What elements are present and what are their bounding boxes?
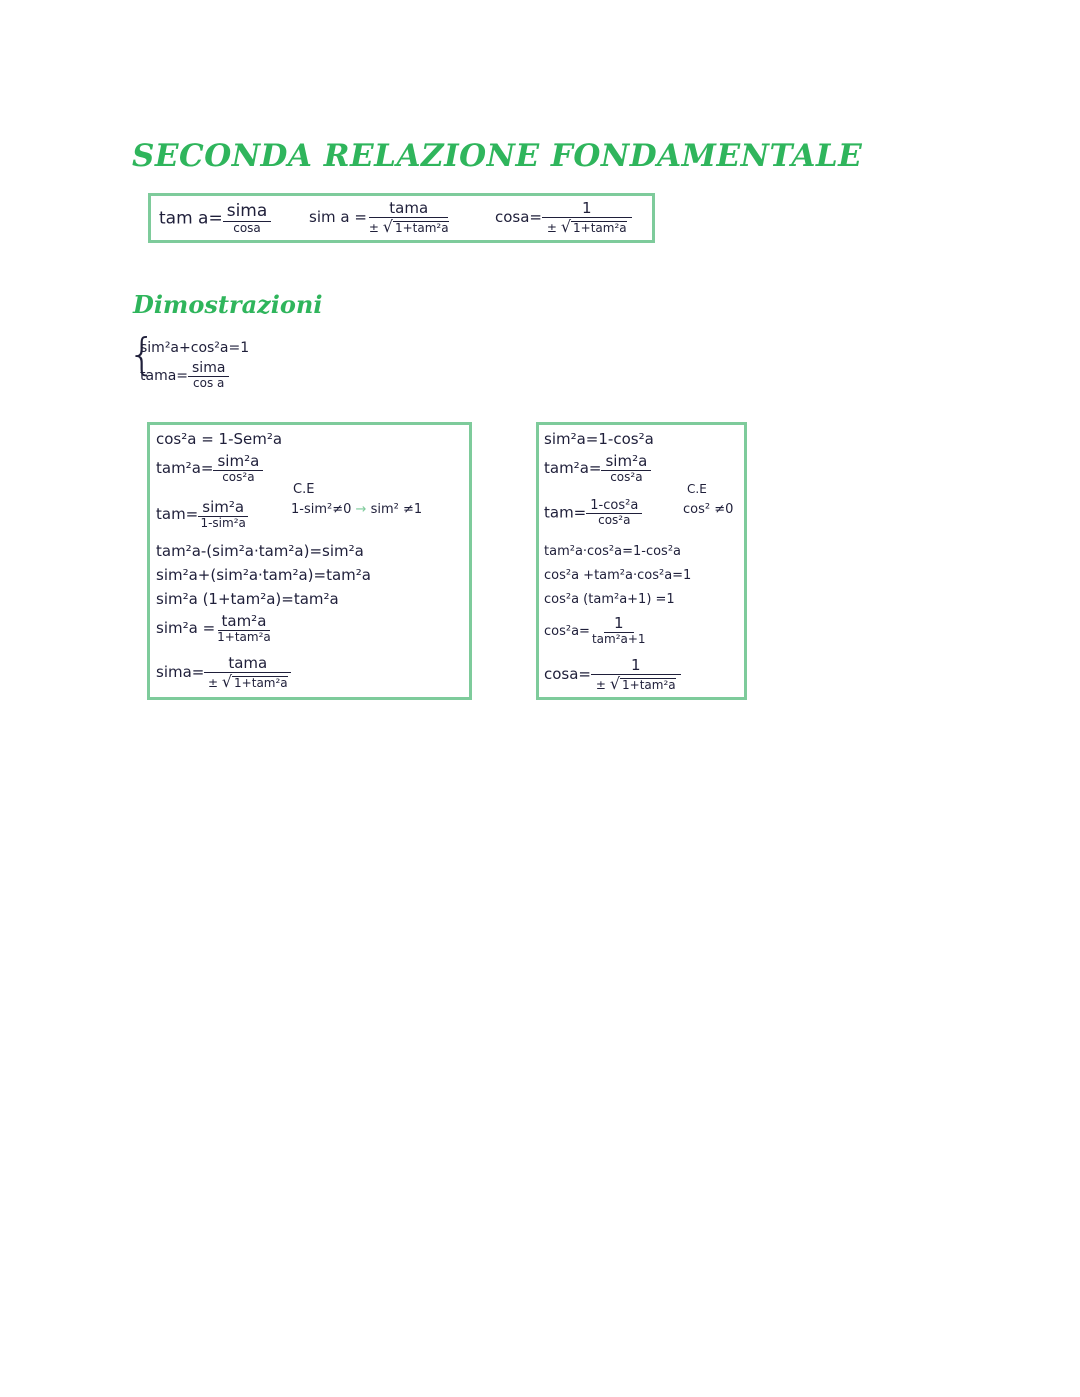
proof-box-cos: sim²a=1-cos²a tam²a= $\frac{\text{sim²a}}{\text{cos²a}}$ C.E tam= $\frac{\text{1-cos²a}}{\text{cos²a}}$ cos² ≠0 tam²a·cos²a=1-cos²a cos²a +tam²a·cos²a=1 cos²a (tam²a+1) =1 cos²a= $\frac{1}{\text{tam²a+1}}$ cosa= $\frac{1}{\text{± √ 1+tam²a}}$ [536,422,747,700]
arrow-right-icon: → [355,502,367,517]
formula-sin: sim a = $\frac{\text{tama}}{\text{± √ 1+tam²a}}$ [309,199,449,236]
brace-icon: { [128,329,156,380]
page-title: SECONDA RELAZIONE FONDAMENTALE [132,138,863,174]
formula-tan: tam a= $\frac{\text{sima}}{\cos a}$ [159,202,271,235]
section-title: Dimostrazioni [133,290,323,319]
summary-formulas-box [148,193,655,243]
formula-cos: cosa= $\frac{1}{\text{± √ 1+tam²a}}$ [495,200,632,235]
proof-box-sin: cos²a = 1-Sem²a tam²a= $\frac{\text{sim²a}}{\text{cos²a}}$ C.E tam= $\frac{\text{sim²a}}{\text{1-sim²a}}$ 1-sim²≠0 → sim² ≠1 tam²a-(sim²a·tam²a)=sim²a sim²a+(sim²a·tam²a)=tam²a sim²a (1+tam²a)=tam²a sim²a = $\frac{\text{tam²a}}{\text{1+tam²a}}$ sima= $\frac{\text{tama}}{\text{± √ 1+tam²a}}$ [147,422,472,700]
